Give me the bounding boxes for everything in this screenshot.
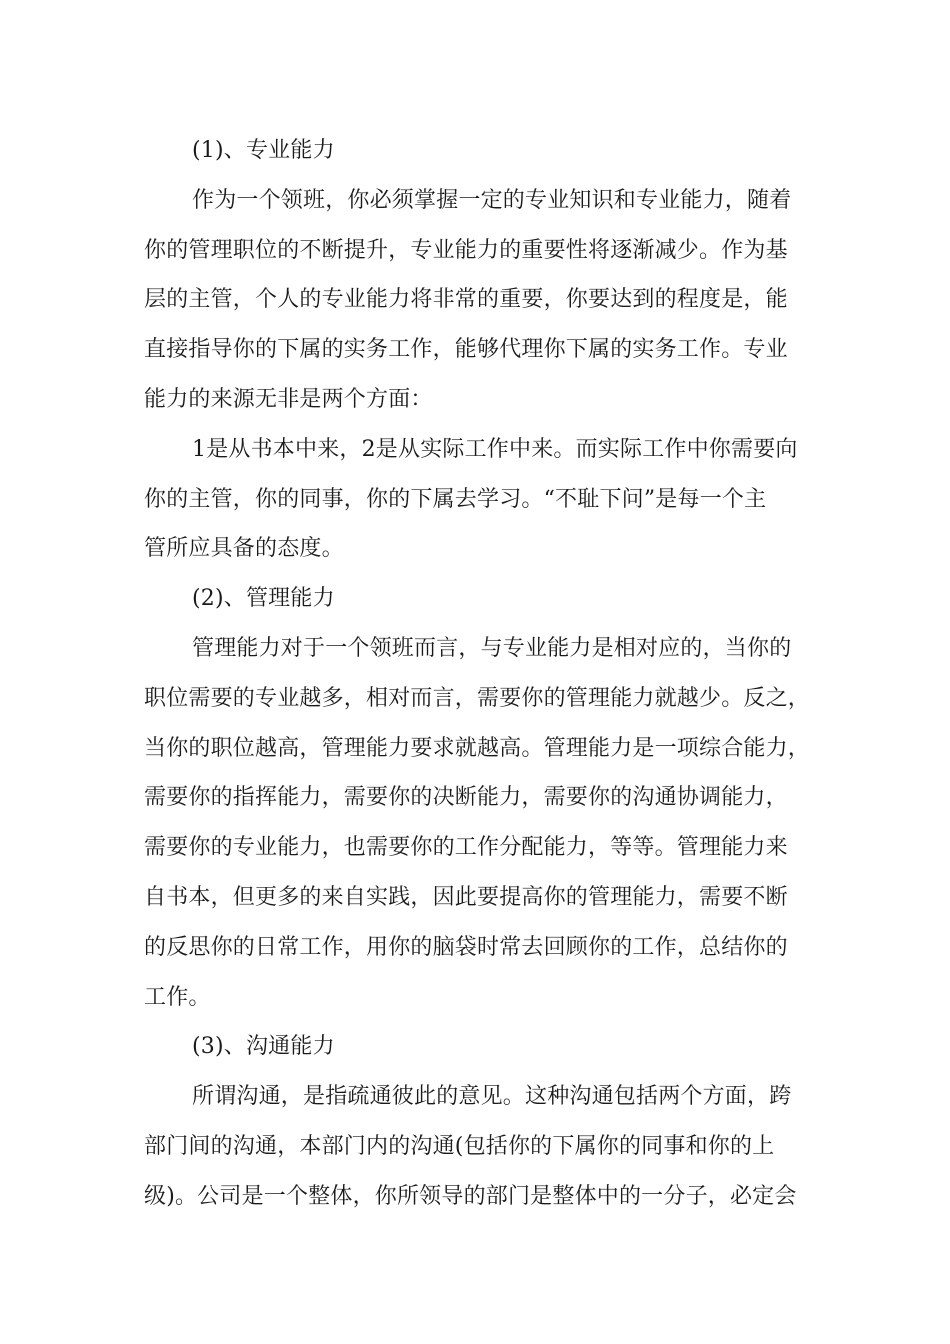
paragraph-line: 需要你的专业能力，也需要你的工作分配能力，等等。管理能力来: [144, 835, 788, 861]
paragraph-line: 1是从书本中来，2是从实际工作中来。而实际工作中你需要向: [192, 436, 798, 462]
paragraph-line: 管理能力对于一个领班而言，与专业能力是相对应的，当你的: [192, 635, 792, 661]
paragraph-line: 工作。: [144, 984, 211, 1010]
paragraph-line: 能力的来源无非是两个方面：: [144, 386, 433, 412]
paragraph-line: 级)。公司是一个整体，你所领导的部门是整体中的一分子，必定会: [144, 1183, 797, 1209]
paragraph-line: 部门间的沟通，本部门内的沟通(包括你的下属你的同事和你的上: [144, 1133, 775, 1159]
paragraph-line: 层的主管，个人的专业能力将非常的重要，你要达到的程度是，能: [144, 287, 788, 313]
paragraph-line: 你的主管，你的同事，你的下属去学习。“不耻下问”是每一个主: [144, 486, 767, 512]
paragraph-line: 职位需要的专业越多，相对而言，需要你的管理能力就越少。反之，: [144, 685, 811, 711]
paragraph-line: 直接指导你的下属的实务工作，能够代理你下属的实务工作。专业: [144, 337, 788, 363]
paragraph-line: 作为一个领班，你必须掌握一定的专业知识和专业能力，随着: [192, 187, 792, 213]
paragraph-line: 自书本，但更多的来自实践，因此要提高你的管理能力，需要不断: [144, 884, 788, 910]
paragraph-line: 所谓沟通，是指疏通彼此的意见。这种沟通包括两个方面，跨: [192, 1084, 792, 1110]
section-heading-professional-ability: (1)、专业能力: [192, 138, 335, 163]
paragraph-line: 需要你的指挥能力，需要你的决断能力，需要你的沟通协调能力，: [144, 785, 788, 811]
paragraph-line: 管所应具备的态度。: [144, 536, 344, 562]
paragraph-line: 你的管理职位的不断提升，专业能力的重要性将逐渐减少。作为基: [144, 237, 788, 263]
paragraph-line: 的反思你的日常工作，用你的脑袋时常去回顾你的工作，总结你的: [144, 934, 788, 960]
document-body: [144, 126, 834, 1222]
section-heading-management-ability: (2)、管理能力: [192, 586, 335, 612]
paragraph-line: 当你的职位越高，管理能力要求就越高。管理能力是一项综合能力，: [144, 735, 811, 761]
section-heading-communication-ability: (3)、沟通能力: [192, 1034, 335, 1060]
